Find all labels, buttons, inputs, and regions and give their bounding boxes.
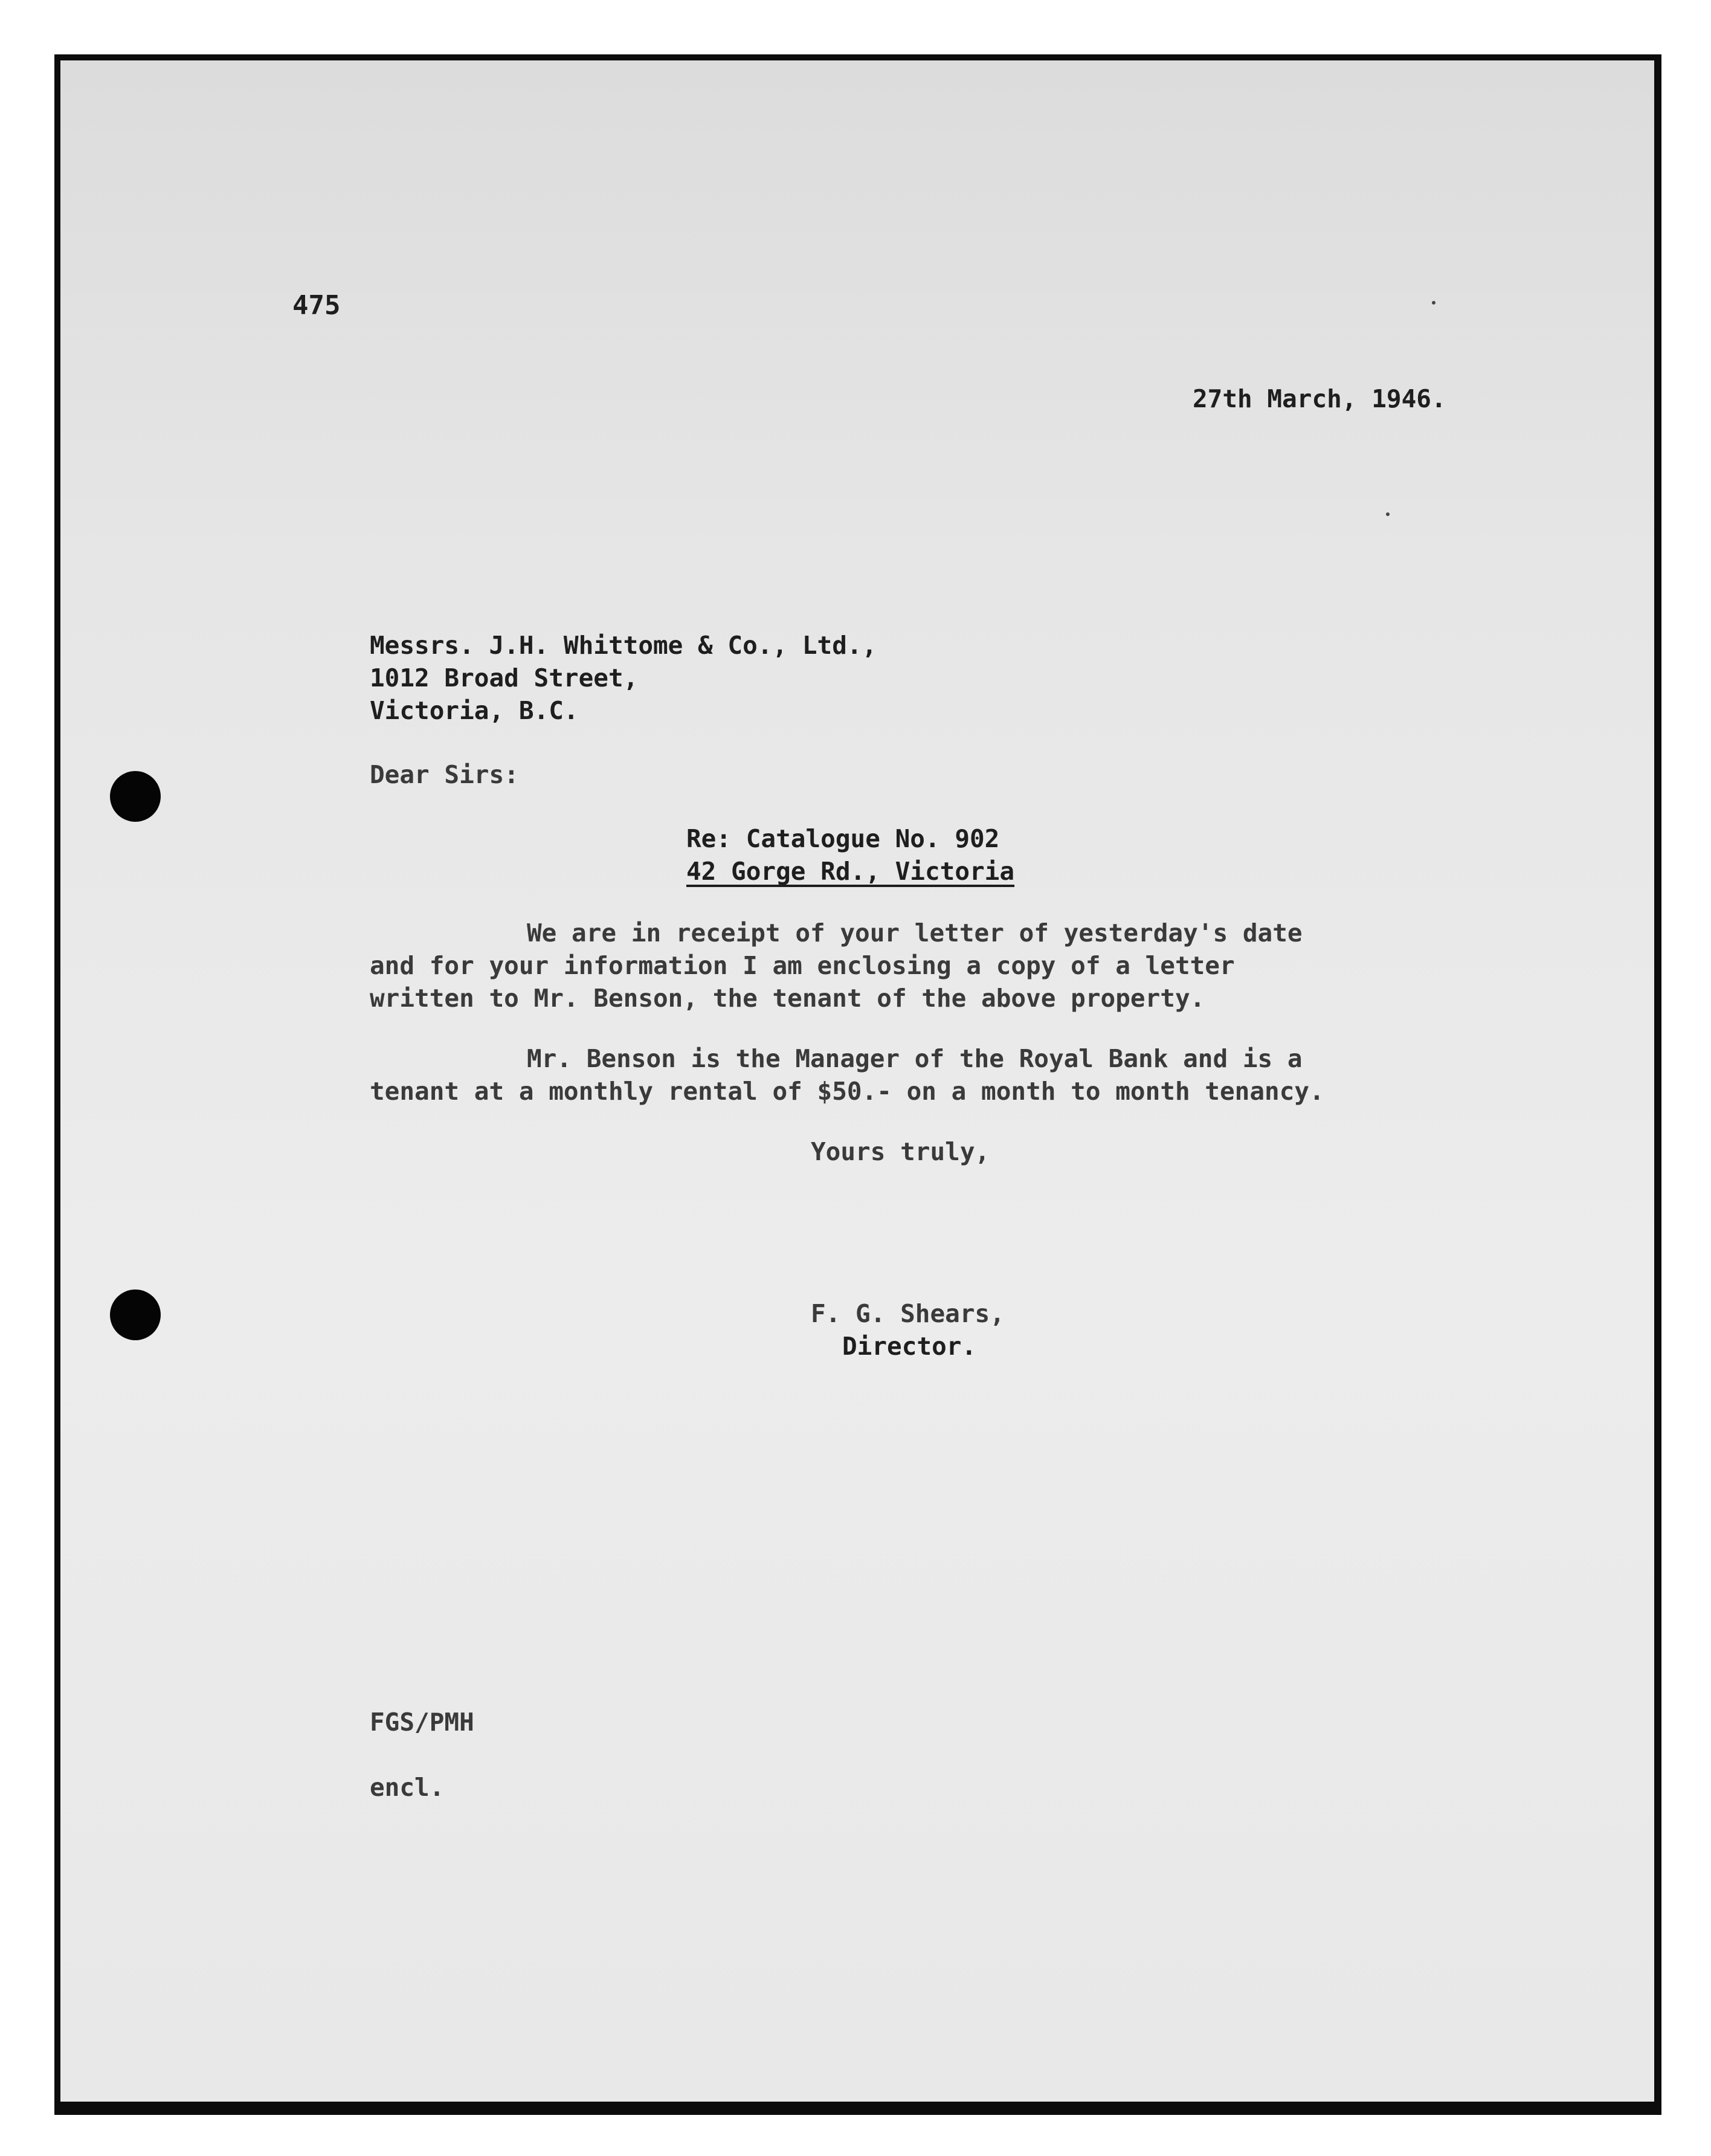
paper-speck — [1432, 301, 1436, 305]
reference-line-2: 42 Gorge Rd., Victoria — [686, 857, 1015, 886]
recipient-line-2: 1012 Broad Street, — [370, 663, 639, 692]
body-para1-line2: and for your information I am enclosing a copy of a letter — [370, 951, 1235, 980]
recipient-line-3: Victoria, B.C. — [370, 696, 579, 725]
body-para1-line1: We are in receipt of your letter of yesterday's date — [527, 918, 1303, 947]
enclosure-note: encl. — [370, 1773, 445, 1802]
salutation: Dear Sirs: — [370, 760, 519, 789]
body-para2-line2: tenant at a monthly rental of $50.- on a month to month tenancy. — [370, 1077, 1324, 1106]
signature-title: Director. — [842, 1332, 977, 1361]
body-para1-line3: written to Mr. Benson, the tenant of the above property. — [370, 984, 1205, 1013]
punch-hole-top — [110, 771, 161, 822]
paper-speck — [1386, 512, 1390, 516]
reference-line-1: Re: Catalogue No. 902 — [686, 824, 1000, 853]
signature-name: F. G. Shears, — [811, 1299, 1005, 1328]
body-para2-line1: Mr. Benson is the Manager of the Royal Bank and is a — [527, 1044, 1303, 1073]
page-number: 475 — [292, 290, 341, 321]
recipient-line-1: Messrs. J.H. Whittome & Co., Ltd., — [370, 631, 877, 660]
letter-date: 27th March, 1946. — [1193, 384, 1446, 413]
punch-hole-bottom — [110, 1289, 161, 1340]
typist-initials: FGS/PMH — [370, 1708, 474, 1737]
closing: Yours truly, — [811, 1137, 990, 1166]
